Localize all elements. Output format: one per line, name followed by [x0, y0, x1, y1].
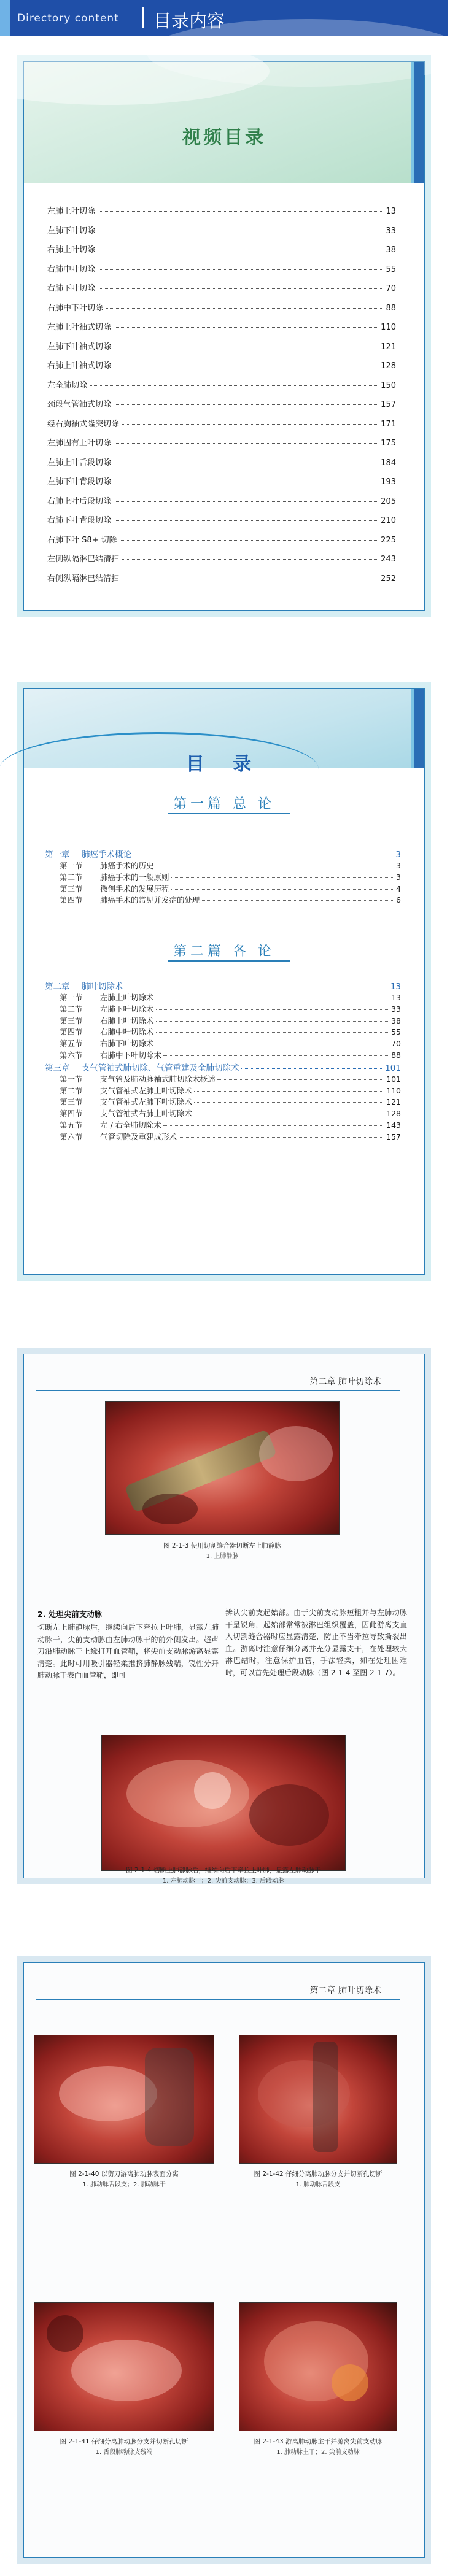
- toc-label: 右肺下叶切除术: [100, 1039, 154, 1049]
- banner-accent: [0, 0, 10, 36]
- toc-section-entry[interactable]: [45, 1131, 401, 1143]
- figure-caption-text: 图 2-1-42 仔细分离肺动脉分支并切断孔切断: [254, 2170, 383, 2178]
- video-toc-page: 193: [381, 477, 396, 487]
- leader-dots: [114, 501, 378, 502]
- section-heading: 2. 处理尖前支动脉: [37, 1610, 103, 1619]
- figure-caption-note: 1. 舌段肺动脉支残端: [95, 2449, 153, 2456]
- video-toc-entry[interactable]: [47, 204, 396, 224]
- video-toc-label: 左肺固有上叶切除: [47, 439, 112, 448]
- surgery-photo-fig-2-1-41: [34, 2302, 214, 2431]
- leader-dots: [156, 1021, 390, 1022]
- toc-number: 第六节: [60, 1132, 83, 1141]
- surgery-photo-fig-2-1-40: [34, 2035, 214, 2164]
- leader-dots: [98, 288, 383, 289]
- toc-section-entry[interactable]: [45, 883, 401, 895]
- toc-section-entry[interactable]: [45, 860, 401, 871]
- leader-dots: [114, 327, 378, 328]
- running-head: [24, 1371, 424, 1390]
- video-toc-entry[interactable]: [47, 282, 396, 301]
- toc-chapter-entry[interactable]: [45, 847, 401, 860]
- video-toc-entry[interactable]: [47, 243, 396, 263]
- toc-label: 左 / 右全肺切除术: [100, 1120, 161, 1130]
- sample-page-2: [17, 1956, 431, 2564]
- video-toc-label: 左肺下叶袖式切除: [47, 342, 112, 352]
- surgery-photo-fig-2-1-42: [239, 2035, 397, 2164]
- toc-number: 第五节: [60, 1039, 83, 1049]
- toc-page: 4: [396, 884, 401, 893]
- video-toc-entry[interactable]: [47, 475, 396, 495]
- leader-dots: [98, 269, 383, 270]
- toc-section-entry[interactable]: [45, 1049, 401, 1061]
- video-toc-entry[interactable]: [47, 436, 396, 456]
- toc-number: 第六节: [60, 1050, 83, 1060]
- toc-label: 肺癌手术的常见并发症的处理: [100, 895, 200, 905]
- video-toc-page: 171: [381, 419, 396, 429]
- video-toc-entry[interactable]: [47, 572, 396, 592]
- toc-number: 第三节: [60, 884, 83, 893]
- video-toc-page: 150: [381, 380, 396, 390]
- video-toc-page: 128: [381, 361, 396, 371]
- video-toc-label: 右肺中叶切除: [47, 264, 96, 274]
- contents-page: [17, 682, 431, 1281]
- toc-label: 支气管及肺动脉袖式肺切除术概述: [100, 1074, 216, 1084]
- figure-caption-note: 1. 上肺静脉: [206, 1553, 239, 1560]
- leader-dots: [98, 211, 383, 212]
- contents-frame: [23, 688, 425, 1275]
- surgery-photo-fig-2-1-43: [239, 2302, 397, 2431]
- figure-caption-text: 图 2-1-40 以剪刀游离肺动脉表面分离: [69, 2170, 179, 2178]
- video-toc-page: 70: [386, 284, 396, 293]
- video-toc-label: 右肺上叶袖式切除: [47, 361, 112, 371]
- figure-caption-2-1-43: [233, 2437, 403, 2458]
- toc-label: 右肺中叶切除术: [100, 1027, 154, 1037]
- video-toc-entry[interactable]: [47, 224, 396, 244]
- body-text-right: 辨认尖前支起始部。由于尖前支动脉短粗并与左肺动脉干呈锐角，起始部常常被淋巴组织覆盖，因此游离支直入切割缝合器时应显露清楚，防止不当牵拉导致撕裂出血。游离时注意仔细分离并充分显露支干，在处理较大淋巴结时，注意保护血管，手法轻柔，如在处理困难时，可以首先处理后段动脉（图 2-1-4 至图 2-1-7）。: [225, 1608, 407, 1677]
- running-head-rule: [36, 1999, 400, 2000]
- toc-chapter-entry[interactable]: [45, 979, 401, 992]
- video-toc-page: 210: [381, 516, 396, 525]
- leader-dots: [156, 1032, 390, 1033]
- leader-dots: [163, 1055, 389, 1056]
- toc-page: 157: [386, 1132, 401, 1141]
- leader-dots: [106, 308, 383, 309]
- video-toc-entry[interactable]: [47, 456, 396, 476]
- toc-number: 第一节: [60, 1074, 83, 1084]
- toc-number: 第一节: [60, 993, 83, 1002]
- video-toc-page: 110: [381, 323, 396, 332]
- banner-chinese-title: 目录内容: [153, 10, 225, 31]
- video-toc-entry[interactable]: [47, 359, 396, 379]
- video-toc-page: 13: [386, 207, 396, 216]
- toc-number: 第二章: [45, 982, 70, 992]
- toc-page: 121: [386, 1097, 401, 1107]
- video-toc-label: 左侧纵隔淋巴结清扫: [47, 555, 120, 564]
- video-toc-page: 205: [381, 496, 396, 506]
- video-toc-label: 右侧纵隔淋巴结清扫: [47, 574, 120, 584]
- figure-caption-note: 1. 肺动脉主干；2. 尖前支动脉: [276, 2449, 360, 2456]
- toc-section-entry[interactable]: [45, 1003, 401, 1015]
- toc-label: 气管切除及重建成形术: [100, 1132, 177, 1141]
- figure-caption-2-1-40: [34, 2169, 214, 2190]
- toc-section-entry[interactable]: [45, 1096, 401, 1108]
- toc-page: 3: [396, 872, 401, 882]
- figure-caption-text: 图 2-1-4 切断上肺静脉后，继续向后下牵拉上叶肺，显露左肺动脉干: [126, 1867, 321, 1874]
- part2-underline: [168, 960, 290, 962]
- figure-caption-2-1-3: [105, 1541, 340, 1562]
- toc-label: 支气管袖式右肺上叶切除术: [100, 1109, 193, 1119]
- toc-label: 支气管袖式左肺上叶切除术: [100, 1086, 193, 1095]
- figure-caption-2-1-42: [233, 2169, 403, 2190]
- video-toc-label: 经右胸袖式隆突切除: [47, 419, 120, 429]
- toc-label: 左肺上叶切除术: [100, 993, 154, 1002]
- running-head-text: 第二章 肺叶切除术: [309, 1377, 381, 1387]
- toc-label: 支气管袖式肺切除、气管重建及全肺切除术: [82, 1063, 239, 1073]
- part1-title: 第一篇 总 论: [173, 796, 275, 812]
- video-toc-page: 55: [386, 264, 396, 274]
- figure-caption-text: 图 2-1-43 游离肺动脉主干并游离尖前支动脉: [254, 2438, 383, 2445]
- video-toc-label: 右肺上叶切除: [47, 245, 96, 255]
- video-toc-entry[interactable]: [47, 552, 396, 572]
- toc-label: 微创手术的发展历程: [100, 884, 169, 893]
- toc-section-entry[interactable]: [45, 1026, 401, 1038]
- video-toc-entry[interactable]: [47, 320, 396, 340]
- leader-dots: [114, 404, 378, 405]
- toc-page: 128: [386, 1109, 401, 1119]
- toc-section-entry[interactable]: [45, 1108, 401, 1119]
- video-toc-entry[interactable]: [47, 379, 396, 398]
- video-toc-label: 右肺中下叶切除: [47, 303, 104, 313]
- toc-number: 第三节: [60, 1016, 83, 1025]
- video-toc-entry[interactable]: [47, 417, 396, 437]
- toc-page: 6: [396, 895, 401, 905]
- video-toc-page: 175: [381, 439, 396, 448]
- toc-page: 38: [391, 1016, 401, 1025]
- toc-number: 第四节: [60, 1027, 83, 1037]
- toc-page: 101: [385, 1063, 401, 1073]
- toc-section-entry[interactable]: [45, 1119, 401, 1131]
- toc-section-entry[interactable]: [45, 871, 401, 883]
- toc-page: 3: [395, 850, 401, 860]
- video-toc-label: 右肺上叶后段切除: [47, 496, 112, 506]
- toc-number: 第一章: [45, 850, 70, 860]
- toc-section-entry[interactable]: [45, 1015, 401, 1027]
- toc-chapter-entry[interactable]: [45, 1061, 401, 1073]
- toc-page: 55: [391, 1027, 401, 1037]
- toc-section-entry[interactable]: [45, 1038, 401, 1049]
- leader-dots: [114, 520, 378, 521]
- toc-number: 第二节: [60, 872, 83, 882]
- video-toc-entry[interactable]: [47, 398, 396, 417]
- video-toc-entry[interactable]: [47, 301, 396, 321]
- video-toc-entry[interactable]: [47, 495, 396, 514]
- video-toc-label: 左肺下叶切除: [47, 226, 96, 236]
- running-head-rule: [36, 1390, 400, 1391]
- video-toc-page: 243: [381, 555, 396, 564]
- toc-section-entry[interactable]: [45, 992, 401, 1003]
- sample-page-1-frame: [23, 1354, 425, 1884]
- leader-dots: [202, 900, 395, 901]
- figure-caption-text: 图 2-1-41 仔细分离肺动脉分支并切断孔切断: [60, 2438, 188, 2445]
- toc-number: 第一节: [60, 861, 83, 870]
- toc-page: 143: [386, 1120, 401, 1130]
- toc-label: 支气管袖式左肺下叶切除术: [100, 1097, 193, 1107]
- video-toc-page: 252: [381, 574, 396, 584]
- video-toc-page: 225: [381, 535, 396, 545]
- figure-caption-text: 图 2-1-3 使用切割缝合器切断左上肺静脉: [163, 1542, 281, 1549]
- part1-underline: [168, 813, 290, 814]
- contents-title: 目 录: [185, 754, 263, 775]
- toc-number: 第三章: [45, 1063, 70, 1073]
- figure-caption-2-1-4: [61, 1865, 386, 1886]
- video-toc-entry[interactable]: [47, 533, 396, 553]
- toc-label: 肺癌手术的历史: [100, 861, 154, 870]
- leader-dots: [156, 1009, 390, 1010]
- toc-page: 3: [396, 861, 401, 870]
- toc-section-entry[interactable]: [45, 1085, 401, 1097]
- video-toc-entry[interactable]: [47, 514, 396, 533]
- leader-dots: [122, 424, 378, 425]
- leader-dots: [171, 877, 395, 878]
- toc-label: 肺叶切除术: [82, 982, 123, 992]
- banner-divider: [142, 7, 144, 28]
- video-toc-page: 38: [386, 245, 396, 255]
- leader-dots: [171, 889, 395, 890]
- video-toc-page: 33: [386, 226, 396, 236]
- video-toc-label: 右肺下叶切除: [47, 284, 96, 293]
- toc-page: 101: [386, 1074, 401, 1084]
- video-toc-label: 右肺下叶 S8+ 切除: [47, 535, 117, 545]
- video-directory-frame: [23, 61, 425, 611]
- toc-label: 肺癌手术概论: [82, 850, 131, 860]
- toc-section-entry[interactable]: [45, 894, 401, 906]
- leader-dots: [120, 540, 378, 541]
- running-head: [24, 1980, 424, 1999]
- video-toc-label: 左肺上叶袖式切除: [47, 323, 112, 332]
- toc-label: 肺癌手术的一般原则: [100, 872, 169, 882]
- video-toc-label: 左肺上叶切除: [47, 207, 96, 216]
- video-toc-label: 左肺下叶背段切除: [47, 477, 112, 487]
- toc-page: 13: [391, 993, 401, 1002]
- toc-number: 第二节: [60, 1004, 83, 1014]
- toc-number: 第二节: [60, 1086, 83, 1095]
- leader-dots: [194, 1091, 384, 1092]
- video-toc-label: 左全肺切除: [47, 380, 88, 390]
- leader-dots: [217, 1079, 385, 1080]
- toc-label: 右肺上叶切除术: [100, 1016, 154, 1025]
- toc-page: 88: [391, 1050, 401, 1060]
- figure-caption-2-1-41: [34, 2437, 214, 2458]
- sample-page-1: [17, 1348, 431, 1884]
- banner-english-title: Directory content: [17, 12, 119, 25]
- toc-page: 110: [386, 1086, 401, 1095]
- video-toc-entry[interactable]: [47, 263, 396, 282]
- part2-title: 第二篇 各 论: [173, 944, 275, 959]
- leader-dots: [241, 1068, 384, 1069]
- video-toc-label: 左肺上叶舌段切除: [47, 458, 112, 468]
- toc-label: 右肺中下叶切除术: [100, 1050, 162, 1060]
- sample-page-2-frame: [23, 1962, 425, 2558]
- video-toc-entry[interactable]: [47, 340, 396, 360]
- body-text-left: 切断左上肺静脉后，继续向后下牵拉上叶肺，显露左肺动脉干，尖前支动脉由左肺动脉干的前外侧发出。超声刀沿肺动脉干上缘打开血管鞘，将尖前支动脉游离显露清楚。此时可用吸引器轻柔推挤肺静脉残端，锐性分开肺动脉干表面血管鞘，即可: [37, 1623, 219, 1679]
- video-toc-page: 121: [381, 342, 396, 352]
- surgery-photo-artery: [101, 1735, 346, 1871]
- video-toc-page: 184: [381, 458, 396, 468]
- video-toc-page: 157: [381, 400, 396, 409]
- toc-number: 第四节: [60, 1109, 83, 1119]
- leader-dots: [90, 385, 378, 386]
- leader-dots: [194, 1102, 384, 1103]
- toc-page: 70: [391, 1039, 401, 1049]
- toc-section-entry[interactable]: [45, 1073, 401, 1085]
- leader-dots: [179, 1137, 384, 1138]
- toc-number: 第三节: [60, 1097, 83, 1107]
- video-directory-title: 视频目录: [182, 127, 266, 148]
- toc-page: 33: [391, 1004, 401, 1014]
- part2-list: [45, 979, 401, 1143]
- video-toc-label: 右肺下叶背段切除: [47, 516, 112, 525]
- running-head-text: 第二章 肺叶切除术: [309, 1986, 381, 1996]
- leader-dots: [122, 559, 378, 560]
- video-directory-page: [17, 55, 431, 617]
- figure-caption-note: 1. 肺动脉舌段支: [295, 2181, 341, 2188]
- toc-number: 第四节: [60, 895, 83, 905]
- leader-dots: [114, 443, 378, 444]
- toc-page: 13: [390, 982, 401, 992]
- toc-number: 第五节: [60, 1120, 83, 1130]
- surgery-photo-stapler: [105, 1401, 340, 1535]
- part1-list: [45, 847, 401, 906]
- leader-dots: [163, 1125, 384, 1126]
- toc-label: 左肺下叶切除术: [100, 1004, 154, 1014]
- figure-caption-note: 1. 肺动脉舌段支；2. 肺动脉干: [82, 2181, 166, 2188]
- video-directory-list: [47, 204, 396, 591]
- video-toc-page: 88: [386, 303, 396, 313]
- video-toc-label: 颈段气管袖式切除: [47, 400, 112, 409]
- figure-caption-note: 1. 左肺动脉干；2. 尖前支动脉；3. 后段动脉: [162, 1878, 285, 1884]
